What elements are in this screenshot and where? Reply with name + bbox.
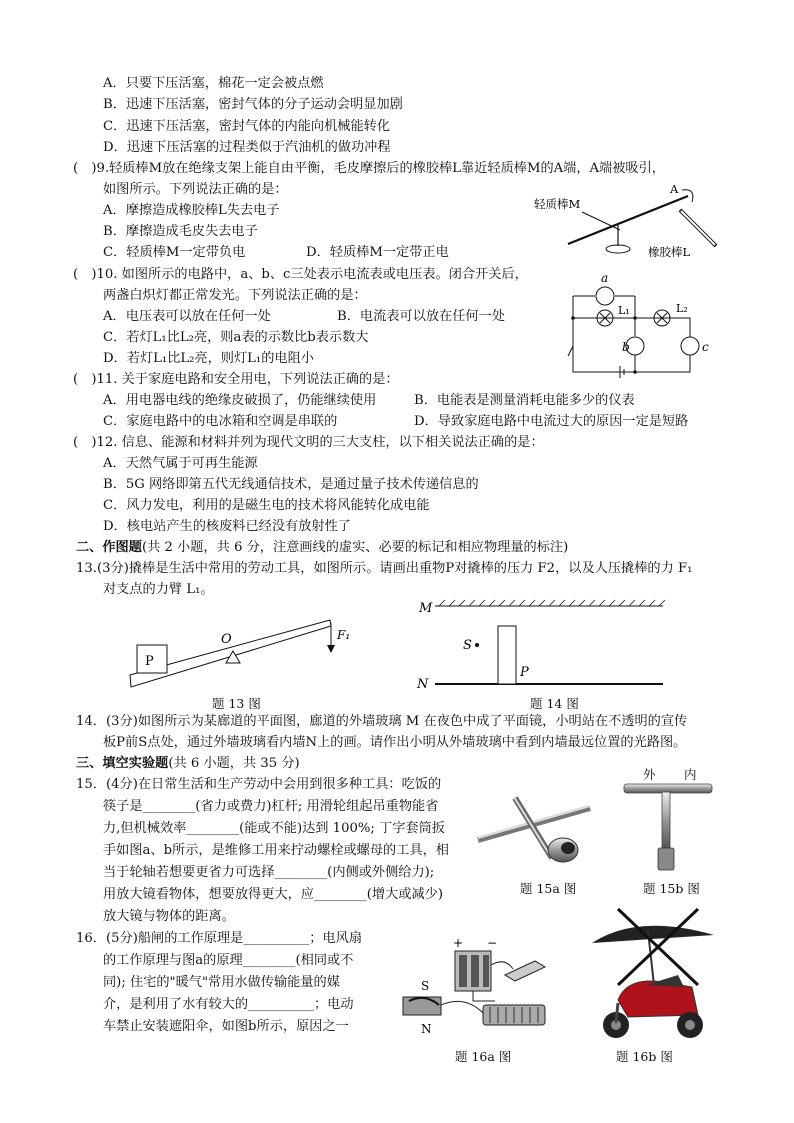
q16a-caption: 题 16a 图 [455, 1049, 512, 1064]
q15-text-6: 用放大镜看物体，想要放得更大，应________(增大或减少) [103, 887, 443, 902]
q13-text: 13.(3分)撬棒是生活中常用的劳动工具，如图所示。请画出重物P对撬棒的压力 F2，以及人压撬棒的力 F₁ [76, 561, 693, 576]
q10-option-c: C．若灯L₁比L₂亮，则a表的示数比b表示数大 [103, 330, 369, 345]
q10-circuit-figure [560, 268, 720, 378]
q13-text-2: 对支点的力臂 L₁。 [103, 582, 214, 597]
q9-stem: ( )9.轻质棒M放在绝缘支架上能自由平衡，毛皮摩擦后的橡胶棒L靠近轻质棒M的A端，A端被吸引， [73, 161, 665, 176]
q11-stem: ( )11. 关于家庭电路和安全用电，下列说法正确的是： [73, 372, 399, 387]
q15-text-1: 15．(4分)在日常生活和生产劳动中会用到很多种工具：吃饭的 [76, 777, 442, 792]
q16a-label-n: N [421, 1022, 432, 1036]
q10-option-b: B．电流表可以放在任何一处 [337, 309, 505, 324]
q16-text-5: 车禁止安装遮阳伞，如图b所示，原因之一 [103, 1019, 349, 1034]
q15-text-7: 放大镜与物体的距离。 [103, 909, 235, 924]
q16a-label-minus: − [487, 936, 498, 950]
q15-text-3: 力,但机械效率________(能或不能)达到 100%; 丁字套筒扳 [103, 821, 445, 836]
q13-label-o: O [221, 632, 232, 647]
q14-label-s: S [463, 638, 472, 653]
q10-label-c: c [702, 340, 709, 354]
q8-option-a: A．只要下压活塞，棉花一定会被点燃 [103, 76, 324, 91]
q11-option-d: D．导致家庭电路中电流过大的原因一定是短路 [414, 414, 689, 429]
q16a-label-plus: + [453, 936, 464, 950]
q10-option-d: D．若灯L₁比L₂亮，则灯L₁的电阻小 [103, 351, 314, 366]
q14-text: 14．(3分)如图所示为某廊道的平面图，廊道的外墙玻璃 M 在夜色中成了平面镜，小明站在不透明的宣传 [76, 714, 688, 729]
q10-label-l2: L₂ [676, 302, 688, 315]
q10-stem-2: 两盏白炽灯都正常发光。下列说法正确的是： [103, 288, 367, 303]
q11-option-b: B．电能表是测量消耗电能多少的仪表 [414, 393, 635, 408]
q9-label-l: 橡胶棒L [648, 245, 691, 259]
q10-label-b: b [622, 340, 630, 354]
q15-text-2: 筷子是________(省力或费力)杠杆; 用滑轮组起吊重物能省 [103, 799, 439, 814]
q11-option-c: C．家庭电路中的电冰箱和空调是串联的 [103, 414, 338, 429]
q13-figure [125, 615, 365, 695]
q14-label-p: P [520, 665, 529, 680]
q12-option-c: C．风力发电，利用的是磁生电的技术将风能转化成电能 [103, 498, 430, 513]
q16a-label-s: S [421, 979, 430, 993]
q13-label-f1: F₁ [337, 628, 351, 642]
q10-stem: ( )10. 如图所示的电路中，a、b、c三处表示电流表或电压表。闭合开关后， [73, 267, 528, 282]
q11-option-a: A．用电器电线的绝缘皮破损了，仍能继续使用 [103, 393, 377, 408]
q15b-label-inner: 内 [684, 767, 697, 782]
q16-text-1: 16．(5分)船闸的工作原理是__________；电风扇 [76, 931, 363, 946]
q16b-scooter-photo [588, 905, 723, 1045]
q15b-label-outer: 外 [643, 767, 656, 782]
q9-label-a: A [670, 182, 679, 196]
q14-label-n: N [417, 677, 429, 692]
q8-option-d: D．迅速下压活塞的过程类似于汽油机的做功冲程 [103, 140, 391, 155]
q10-label-l1: L₁ [618, 304, 630, 317]
q9-label-m: 轻质棒M [534, 197, 581, 211]
q16a-motor-figure [395, 935, 570, 1045]
q16-text-4: 介，是利用了水有较大的__________；电动 [103, 997, 354, 1012]
q9-option-a: A．摩擦造成橡胶棒L失去电子 [103, 203, 280, 218]
q8-option-c: C．迅速下压活塞，密封气体的内能向机械能转化 [103, 119, 391, 134]
q14-text-2: 板P前S点处，通过外墙玻璃看内墙N上的画。请作出小明从外墙玻璃中看到内墙最远位置的光路图。 [103, 735, 687, 750]
q10-label-a: a [601, 271, 609, 285]
q13-caption: 题 13 图 [212, 696, 261, 711]
q15b-caption: 题 15b 图 [643, 881, 700, 896]
q12-option-a: A．天然气属于可再生能源 [103, 456, 258, 471]
section-2-heading: 二、作图题(共 2 小题，共 6 分，注意画线的虚实、必要的标记和相应物理量的标注) [76, 540, 569, 555]
q14-label-m: M [419, 601, 433, 616]
q9-stem-2: 如图所示。下列说法正确的是： [103, 182, 288, 197]
q16-text-3: 同); 住宅的"暖气"常用水做传输能量的媒 [103, 975, 340, 990]
q15b-wrench-photo [618, 780, 718, 875]
q15-text-4: 手如图a、b所示，是维修工用来拧动螺栓或螺母的工具，相 [103, 843, 449, 858]
q14-figure [415, 598, 670, 693]
q16-text-2: 的工作原理与图a的原理________(相同或不 [103, 953, 354, 968]
q16b-caption: 题 16b 图 [616, 1049, 673, 1064]
q14-caption: 题 14 图 [530, 696, 579, 711]
q12-stem: ( )12. 信息、能源和材料并列为现代文明的三大支柱，以下相关说法正确的是： [73, 435, 544, 450]
q9-option-b: B．摩擦造成毛皮失去电子 [103, 224, 258, 239]
q10-option-a: A．电压表可以放在任何一处 [103, 309, 271, 324]
q15a-caption: 题 15a 图 [520, 881, 577, 896]
q13-label-p: P [145, 654, 154, 669]
q9-option-c: C．轻质棒M一定带负电 [103, 245, 246, 260]
q12-option-b: B．5G 网络即第五代无线通信技术，是通过量子技术传递信息的 [103, 477, 479, 492]
section-3-heading: 三、填空实验题(共 6 小题，共 35 分) [76, 756, 300, 771]
q9-option-d: D．轻质棒M一定带正电 [306, 245, 449, 260]
q9-figure [520, 180, 730, 265]
q12-option-d: D．核电站产生的核废料已经没有放射性了 [103, 519, 351, 534]
q15a-wrench-photo [470, 790, 605, 870]
q8-option-b: B．迅速下压活塞，密封气体的分子运动会明显加剧 [103, 97, 403, 112]
q15-text-5: 当于轮轴若想要更省力可选择________(内侧或外侧给力); [103, 865, 435, 880]
